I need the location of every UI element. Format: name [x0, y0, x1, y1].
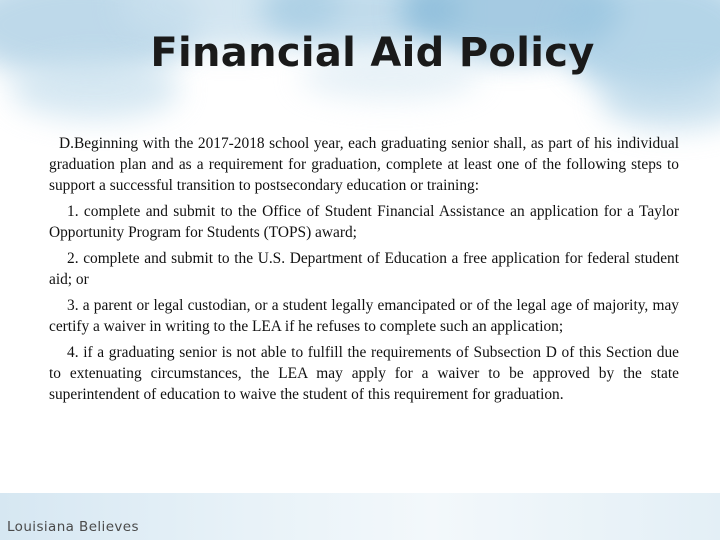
slide-title: Financial Aid Policy [150, 30, 595, 76]
policy-step-4: 4. if a graduating senior is not able to fulfill the requirements of Subsection D of this Section due to extenuating circumstances, the LEA may apply for a waiver to be approved by the state superintendent of education to waive the student of this requirement for graduation. [49, 343, 679, 404]
policy-paragraph-intro: D.Beginning with the 2017-2018 school year, each graduating senior shall, as part of his individual graduation plan and as a requirement for graduation, complete at least one of the following steps to support a successful transition to postsecondary education or training: [49, 135, 679, 195]
policy-step-1: 1. complete and submit to the Office of Student Financial Assistance an application for a Taylor Opportunity Program for Students (TOPS) award; [49, 203, 679, 242]
policy-body [49, 133, 679, 410]
policy-step-2: 2. complete and submit to the U.S. Department of Education a free application for federal student aid; or [49, 250, 679, 289]
louisiana-believes-logo: Louisiana Believes [7, 519, 139, 535]
policy-step-3: 3. a parent or legal custodian, or a student legally emancipated or of the legal age of majority, may certify a waiver in writing to the LEA if he refuses to complete such an application; [49, 296, 679, 336]
